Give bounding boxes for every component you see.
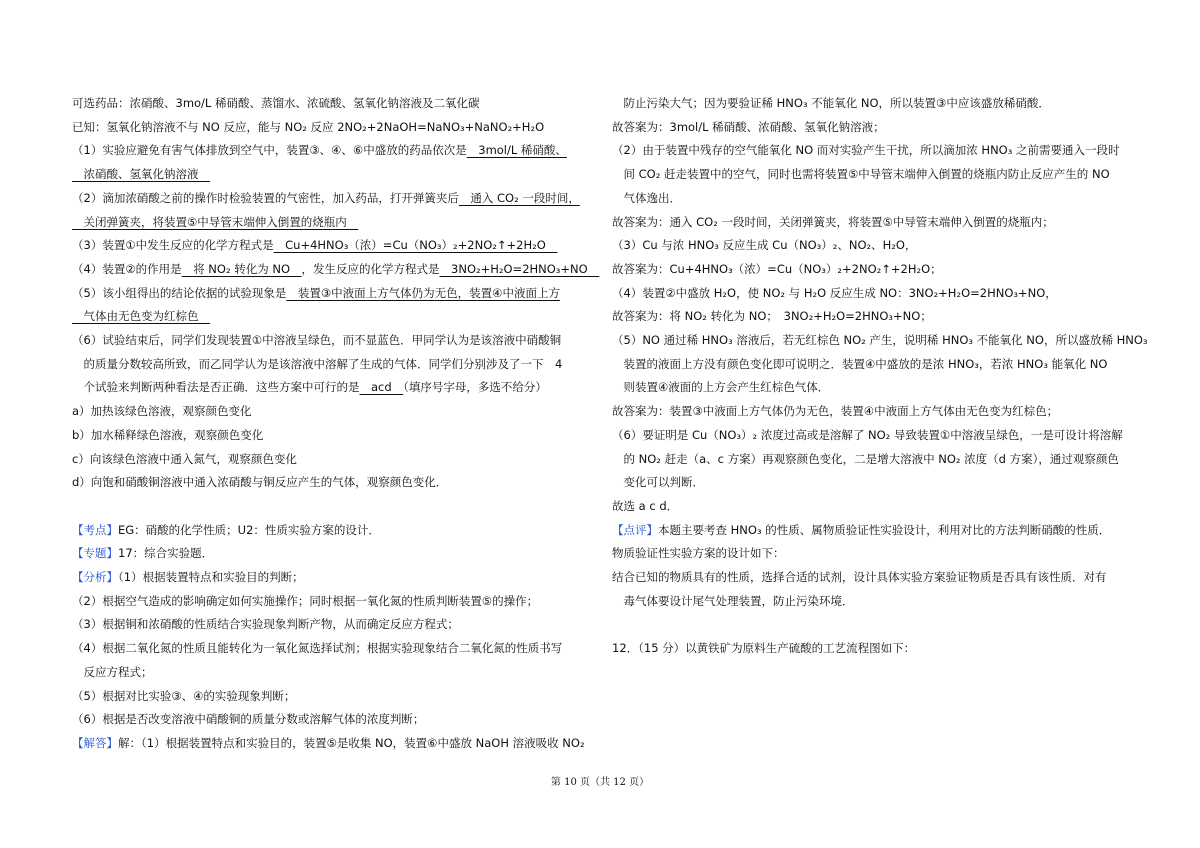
section-tag: 【专题】 xyxy=(72,546,118,561)
text-line xyxy=(612,474,704,490)
text-line xyxy=(72,451,297,467)
text-line xyxy=(72,711,424,727)
text-segment: 反应方程式； xyxy=(72,664,153,679)
text-segment: 17：综合实验题． xyxy=(118,546,214,561)
text-line xyxy=(612,569,1107,585)
text-line xyxy=(72,640,562,656)
text-segment: 可选药品：浓硝酸、3mo/L 稀硝酸、蒸馏水、浓硫酸、氢氧化钠溶液及二氧化碳 xyxy=(72,96,480,110)
text-line xyxy=(612,498,678,514)
text-segment: （3）Cu 与浓 HNO₃ 反应生成 Cu（NO₃）₂、NO₂、H₂O， xyxy=(612,238,917,253)
text-segment: （5）该小组得出的结论依据的试验现象是 xyxy=(72,285,287,300)
text-line xyxy=(72,308,210,324)
text-segment: （2）由于装置中残存的空气能氧化 NO 而对实验产生干扰，所以滴加浓 HNO₃ 之前需要通入一段时 xyxy=(612,143,1120,158)
answer-blank: 装置③中液面上方气体仍为无色，装置④中液面上方 xyxy=(286,285,560,300)
text-segment: （5）根据对比实验③、④的实验现象判断； xyxy=(72,688,296,703)
text-segment: （2）滴加浓硝酸之前的操作时检验装置的气密性，加入药品，打开弹簧夹后 xyxy=(72,190,459,205)
answer-blank: Cu+4HNO₃（浓）=Cu（NO₃）₂+2NO₂↑+2H₂O xyxy=(273,238,558,253)
text-segment: （3）根据铜和浓硝酸的性质结合实验现象判断产物，从而确定反应方程式； xyxy=(72,617,459,632)
text-line xyxy=(72,522,380,538)
text-segment: 故答案为：3mol/L 稀硝酸、浓硝酸、氢氧化钠溶液； xyxy=(612,119,885,134)
text-segment: EG：硝酸的化学性质；U2：性质实验方案的设计． xyxy=(118,522,380,537)
text-line xyxy=(72,403,252,419)
text-segment: （6）要证明是 Cu（NO₃）₂ 浓度过高或是溶解了 NO₂ 导致装置①中溶液呈绿色，一是可设计将溶解 xyxy=(612,427,1123,442)
text-line xyxy=(612,640,915,656)
text-line xyxy=(612,285,1057,301)
text-segment: 的质量分数较高所致，而乙同学认为是该溶液中溶解了生成的气体．同学们分别涉及了一下 4 xyxy=(72,356,563,371)
text-line xyxy=(72,664,153,680)
text-segment: c）向该绿色溶液中通入氮气，观察颜色变化 xyxy=(72,451,297,466)
text-segment: 变化可以判断． xyxy=(612,475,704,490)
text-segment: 故答案为：Cu+4HNO₃（浓）=Cu（NO₃）₂+2NO₂↑+2H₂O； xyxy=(612,261,942,276)
section-tag: 【点评】 xyxy=(612,522,658,537)
answer-blank: 气体由无色变为红棕色 xyxy=(72,309,210,324)
text-segment: 已知：氢氧化钠溶液不与 NO 反应，能与 NO₂ 反应 2NO₂+2NaOH=NaNO₃+NaNO₂+H₂O xyxy=(72,119,545,134)
text-segment: 解：（1）根据装置特点和实验目的，装置⑤是收集 NO，装置⑥中盛放 NaOH 溶液吸收 NO₂ xyxy=(118,735,585,750)
text-line xyxy=(72,237,557,253)
text-line xyxy=(72,285,560,301)
answer-blank: 通入 CO₂ 一段时间， xyxy=(458,190,580,205)
text-segment: 故答案为：装置③中液面上方气体仍为无色，装置④中液面上方气体由无色变为红棕色； xyxy=(612,404,1059,419)
text-segment: 防止污染大气；因为要验证稀 HNO₃ 不能氧化 NO，所以装置③中应该盛放稀硝酸． xyxy=(612,96,1050,110)
text-line xyxy=(612,593,854,609)
text-line xyxy=(72,474,447,490)
text-line xyxy=(612,119,885,135)
page-footer: 第 10 页（共 12 页） xyxy=(550,777,650,788)
text-segment: 则装置④液面的上方会产生红棕色气体． xyxy=(612,380,830,395)
answer-blank: acd xyxy=(359,380,404,395)
text-segment: a）加热该绿色溶液，观察颜色变化 xyxy=(72,404,252,419)
text-line xyxy=(612,522,1110,538)
text-line xyxy=(612,95,1050,111)
text-segment: （3）装置①中发生反应的化学方程式是 xyxy=(72,238,274,253)
text-segment: （2）根据空气造成的影响确定如何实施操作；同时根据一氧化氮的性质判断装置⑤的操作； xyxy=(72,593,539,608)
text-line xyxy=(72,261,599,277)
text-line xyxy=(72,190,580,206)
text-line xyxy=(72,332,561,348)
text-segment: 12．（15 分）以黄铁矿为原料生产硫酸的工艺流程图如下： xyxy=(612,641,916,656)
text-segment: 装置的液面上方没有颜色变化即可说明之．装置④中盛放的是浓 HNO₃，若浓 HNO₃ 能氧化 NO xyxy=(612,356,1108,371)
text-line xyxy=(612,308,932,324)
text-line xyxy=(612,261,942,277)
text-segment: 个试验来判断两种看法是否正确．这些方案中可行的是 xyxy=(72,380,360,395)
text-segment: 故选 a c d． xyxy=(612,498,679,513)
section-tag: 【解答】 xyxy=(72,735,118,750)
text-segment: 结合已知的物质具有的性质，选择合适的试剂，设计具体实验方案验证物质是否具有该性质．对有 xyxy=(612,570,1107,584)
text-line xyxy=(72,545,213,561)
text-line xyxy=(72,569,304,585)
text-line xyxy=(72,735,585,751)
text-line xyxy=(72,379,547,395)
text-segment: 物质验证性实验方案的设计如下： xyxy=(612,546,785,561)
text-line xyxy=(612,427,1123,443)
text-segment: 气体逸出． xyxy=(612,190,681,205)
text-line xyxy=(612,214,1054,230)
text-segment: 间 CO₂ 赶走装置中的空气，同时也需将装置⑤中导管末端伸入倒置的烧瓶内防止反应产生的 NO xyxy=(612,167,1110,182)
text-line xyxy=(612,356,1107,372)
text-line xyxy=(612,237,916,253)
text-line xyxy=(612,190,681,206)
answer-blank: 浓硝酸、氢氧化钠溶液 xyxy=(72,167,210,182)
text-segment: （1）根据装置特点和实验目的判断； xyxy=(118,570,304,584)
answer-blank: 3NO₂+H₂O=2HNO₃+NO xyxy=(439,261,600,276)
text-line xyxy=(72,427,263,443)
text-segment: 的 NO₂ 赶走（a、c 方案）再观察颜色变化，二是增大溶液中 NO₂ 浓度（d 方案），通过观察颜色 xyxy=(612,451,1119,466)
section-tag: 【考点】 xyxy=(72,522,118,537)
text-segment: 故答案为：将 NO₂ 转化为 NO； 3NO₂+H₂O=2HNO₃+NO； xyxy=(612,309,932,324)
text-line xyxy=(72,166,210,182)
text-segment: （6）根据是否改变溶液中硝酸铜的质量分数或溶解气体的浓度判断； xyxy=(72,712,425,727)
answer-blank: 将 NO₂ 转化为 NO xyxy=(181,261,302,276)
answer-blank: 关闭弹簧夹，将装置⑤中导管末端伸入倒置的烧瓶内 xyxy=(72,214,359,229)
text-line xyxy=(612,403,1058,419)
text-line xyxy=(72,214,358,230)
text-line xyxy=(72,616,459,632)
text-segment: （填序号字母，多选不给分） xyxy=(403,380,547,395)
text-line xyxy=(72,688,295,704)
text-line xyxy=(612,451,1119,467)
text-segment: （4）装置②中盛放 H₂O，使 NO₂ 与 H₂O 反应生成 NO：3NO₂+H₂O=2HNO₃+NO， xyxy=(612,285,1057,300)
section-tag: 【分析】 xyxy=(72,570,118,584)
text-line xyxy=(612,379,829,395)
answer-blank: 3mol/L 稀硝酸、 xyxy=(466,143,567,158)
text-segment: （6）试验结束后，同学们发现装置①中溶液呈绿色，而不显蓝色．甲同学认为是该溶液中硝酸铜 xyxy=(72,333,562,347)
text-segment: d）向饱和硝酸铜溶液中通入浓硝酸与铜反应产生的气体，观察颜色变化． xyxy=(72,475,448,490)
text-segment: （5）NO 通过稀 HNO₃ 溶液后，若无红棕色 NO₂ 产生，说明稀 HNO₃ 不能氧化 NO，所以盛放稀 HNO₃ xyxy=(612,333,1148,347)
text-line xyxy=(72,593,538,609)
text-segment: ，发生反应的化学方程式是 xyxy=(301,261,440,276)
text-segment: （4）根据二氧化氮的性质且能转化为一氧化氮选择试剂；根据实验现象结合二氧化氮的性质书写 xyxy=(72,641,563,656)
text-segment: 故答案为：通入 CO₂ 一段时间，关闭弹簧夹，将装置⑤中导管末端伸入倒置的烧瓶内； xyxy=(612,214,1054,229)
text-line xyxy=(612,545,785,561)
text-segment: 本题主要考查 HNO₃ 的性质、属物质验证性实验设计，利用对比的方法判断硝酸的性质． xyxy=(658,522,1111,537)
text-line xyxy=(72,95,480,111)
text-segment: 毒气体要设计尾气处理装置，防止污染环境． xyxy=(612,593,854,608)
text-segment: （4）装置②的作用是 xyxy=(72,261,182,276)
text-line xyxy=(72,356,562,372)
text-segment: （1）实验应避免有害气体排放到空气中，装置③、④、⑥中盛放的药品依次是 xyxy=(72,143,467,158)
text-line xyxy=(612,332,1148,348)
text-line xyxy=(72,119,544,135)
text-line xyxy=(612,166,1110,182)
text-line xyxy=(612,142,1120,158)
text-line xyxy=(72,142,567,158)
text-segment: b）加水稀释绿色溶液，观察颜色变化 xyxy=(72,427,264,442)
